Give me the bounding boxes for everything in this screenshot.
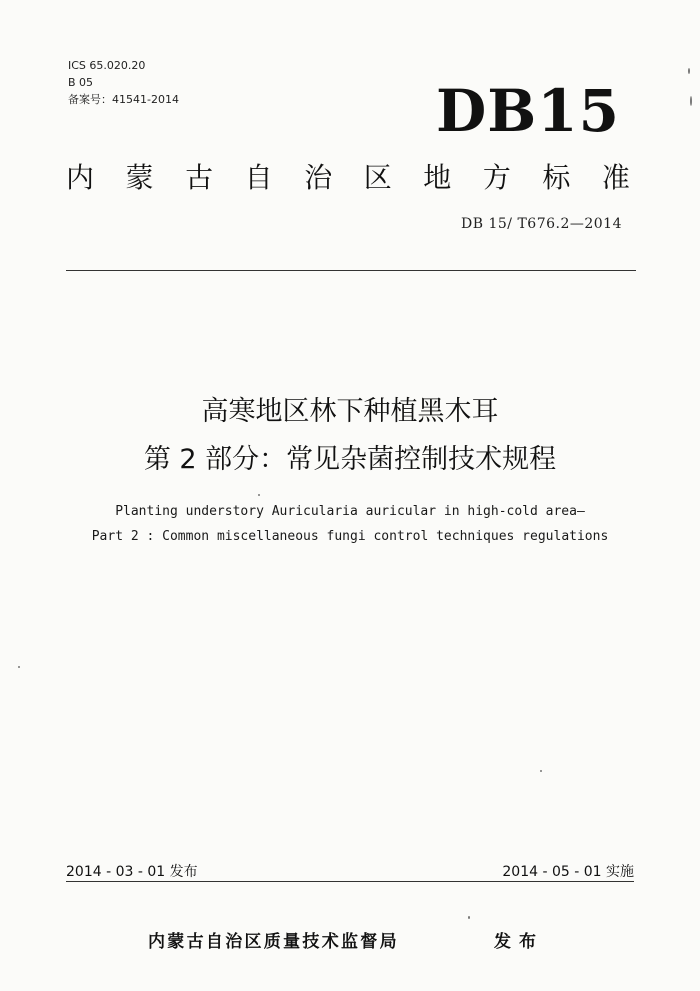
implement-date: 2014 - 05 - 01 实施 <box>502 864 634 880</box>
scan-speck <box>690 96 692 106</box>
chinese-title-line-2: 第 2 部分：常见杂菌控制技术规程 <box>143 444 557 475</box>
scan-speck <box>258 494 260 496</box>
authority-title-char: 地 <box>423 161 452 194</box>
english-title-line-2: Part 2 : Common miscellaneous fungi control techniques regulations <box>91 529 609 544</box>
scan-speck <box>540 770 542 772</box>
record-number: 备案号：41541-2014 <box>68 93 179 106</box>
scan-speck <box>18 666 20 668</box>
authority-title-char: 标 <box>542 161 571 194</box>
ics-code: ICS 65.020.20 <box>68 59 146 72</box>
scan-speck <box>468 916 470 919</box>
standard-logo: DB15 <box>435 77 620 145</box>
footer-divider <box>66 881 634 882</box>
authority-title <box>66 158 630 198</box>
header-divider <box>66 270 636 271</box>
chinese-title-line-1: 高寒地区林下种植黑木耳 <box>201 396 499 427</box>
authority-title-char: 内 <box>66 161 95 194</box>
standard-number: DB 15/ T676.2—2014 <box>461 216 622 232</box>
authority-title-char: 准 <box>601 161 630 194</box>
authority-title-char: 蒙 <box>125 161 154 194</box>
publish-date: 2014 - 03 - 01 发布 <box>66 864 198 880</box>
classification-code: B 05 <box>68 76 94 89</box>
authority-title-char: 方 <box>482 161 511 194</box>
issuing-authority: 内蒙古自治区质量技术监督局 <box>148 932 399 952</box>
authority-title-char: 治 <box>304 161 333 194</box>
authority-title-char: 自 <box>244 161 273 194</box>
scan-speck <box>688 68 690 74</box>
issue-label: 发布 <box>494 932 544 952</box>
english-title-line-1: Planting understory Auricularia auricular in high-cold area— <box>115 504 585 519</box>
authority-title-char: 区 <box>363 161 392 194</box>
authority-title-char: 古 <box>185 161 214 194</box>
